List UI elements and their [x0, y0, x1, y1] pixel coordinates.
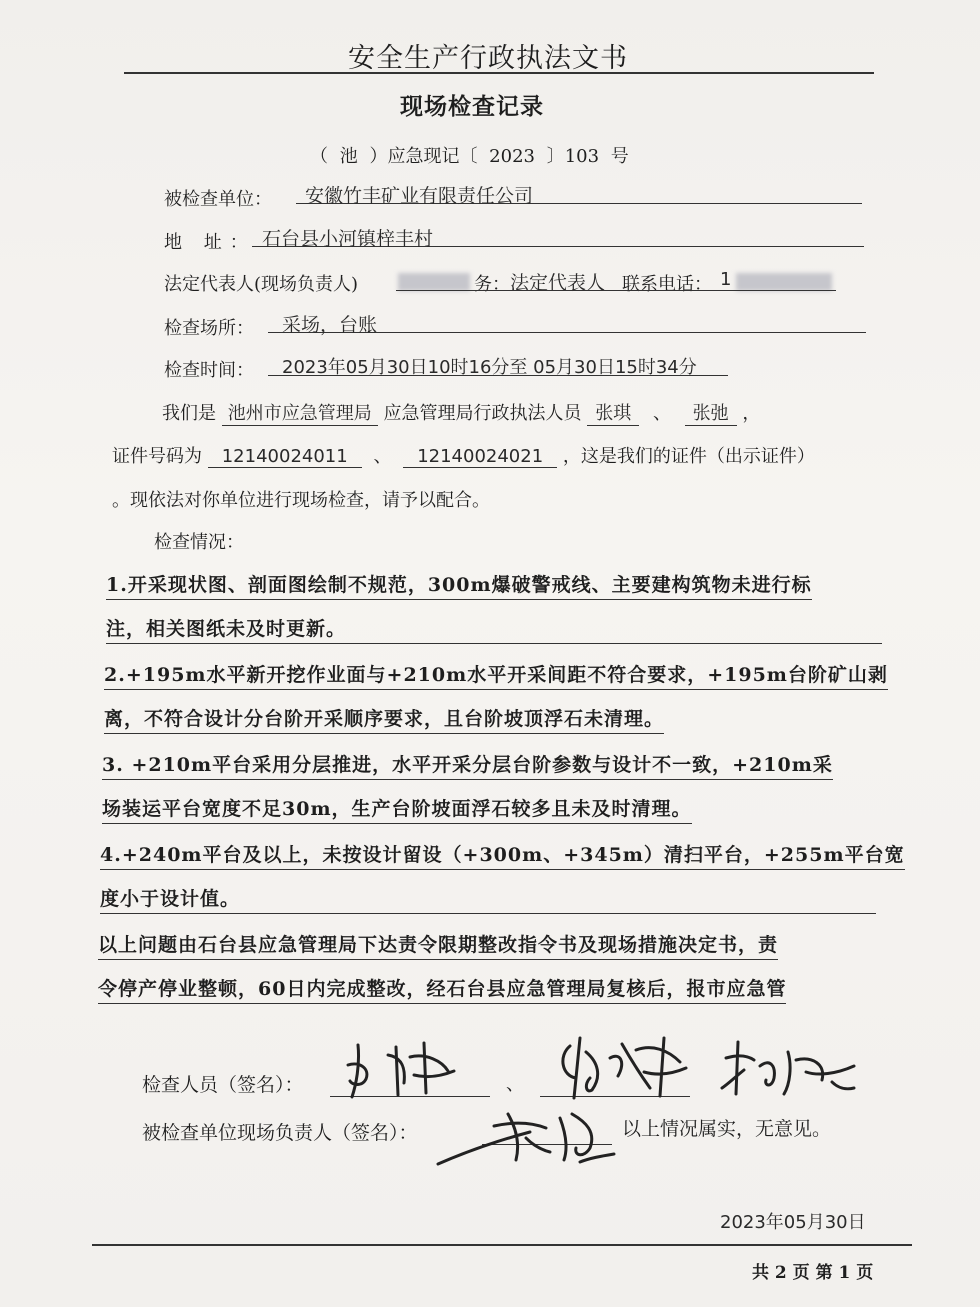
inspector-signature-1	[330, 1035, 490, 1105]
finding-line: 离，不符合设计分台阶开采顺序要求，且台阶坡顶浮石未清理。	[104, 704, 664, 734]
phone-prefix: 1	[720, 269, 732, 290]
footer-rule	[92, 1244, 912, 1246]
phone-label: 联系电话：	[622, 274, 712, 295]
statement-line1-end: ，	[742, 403, 761, 424]
cert-sep: 、	[373, 446, 392, 467]
doc-title: 现场检查记录	[400, 94, 544, 120]
sign-date: 2023年05月30日	[720, 1212, 866, 1233]
officer-1: 张琪	[587, 399, 639, 426]
responsible-signature	[430, 1098, 620, 1173]
statement-line-2	[112, 442, 815, 468]
inspectors-sep: 、	[506, 1074, 524, 1095]
confirm-text: 以上情况属实，无意见。	[622, 1118, 832, 1140]
officer-2: 张弛	[685, 399, 737, 426]
inspectors-label: 检查人员（签名）：	[142, 1074, 304, 1096]
address-label: 地 址：	[164, 232, 256, 253]
unit-value: 安徽竹丰矿业有限责任公司	[305, 185, 534, 207]
rep-title-label: 务：	[474, 274, 510, 295]
place-label: 检查场所：	[164, 318, 254, 339]
statement-line-3: 。现依法对你单位进行现场检查，请予以配合。	[112, 490, 490, 511]
unit-label: 被检查单位：	[164, 189, 272, 210]
rep-underline	[396, 290, 836, 291]
inspector-signature-3	[714, 1036, 864, 1100]
finding-line: 以上问题由石台县应急管理局下达责令限期整改指令书及现场措施决定书，责	[98, 930, 778, 960]
cert-number-1: 12140024011	[208, 446, 362, 468]
statement-line-1	[162, 399, 760, 426]
cert-number-2: 12140024021	[403, 446, 557, 468]
place-value: 采场，台账	[282, 314, 378, 336]
rep-label: 法定代表人(现场负责人)	[164, 274, 359, 295]
address-value: 石台县小河镇梓丰村	[262, 228, 434, 250]
doc-series-title: 安全生产行政执法文书	[348, 43, 628, 74]
findings-heading: 检查情况：	[154, 532, 244, 553]
officer-sep: 、	[652, 403, 671, 424]
finding-line: 注，相关图纸未及时更新。	[106, 614, 882, 644]
phone-redacted	[736, 271, 832, 291]
finding-line: 令停产停业整顿，60日内完成整改，经石台县应急管理局复核后，报市应急管	[98, 974, 786, 1004]
finding-line: 度小于设计值。	[100, 884, 876, 914]
statement-line2-end: ，这是我们的证件（出示证件）	[562, 446, 815, 467]
time-label: 检查时间：	[164, 360, 254, 381]
page-count: 共 2 页 第 1 页	[752, 1263, 874, 1283]
responsible-label: 被检查单位现场负责人（签名）：	[142, 1122, 418, 1144]
finding-line: 2.+195m水平新开挖作业面与+210m水平开采间距不符合要求，+195m台阶矿山剥	[104, 660, 888, 690]
finding-line: 4.+240m平台及以上，未按设计留设（+300m、+345m）清扫平台，+255m平台宽	[100, 840, 905, 870]
finding-line: 场装运平台宽度不足30m，生产台阶坡面浮石较多且未及时清理。	[102, 794, 692, 824]
finding-line: 3. +210m平台采用分层推进，水平开采分层台阶参数与设计不一致，+210m采	[102, 750, 833, 780]
finding-line: 1.开采现状图、剖面图绘制不规范，300m爆破警戒线、主要建构筑物未进行标	[106, 570, 812, 600]
statement-role: 应急管理局行政执法人员	[383, 403, 582, 424]
rep-title-value: 法定代表人	[510, 272, 606, 294]
agency-name: 池州市应急管理局	[222, 399, 378, 426]
rep-name-redacted	[398, 271, 470, 291]
doc-number: （ 池 ）应急现记〔 2023 〕103 号	[310, 146, 629, 167]
inspector-signature-2	[540, 1028, 700, 1103]
time-value: 2023年05月30日10时16分至 05月30日15时34分	[282, 357, 697, 378]
statement-we-are: 我们是	[162, 403, 216, 424]
header-rule	[124, 72, 874, 74]
cert-label: 证件号码为	[112, 446, 202, 467]
